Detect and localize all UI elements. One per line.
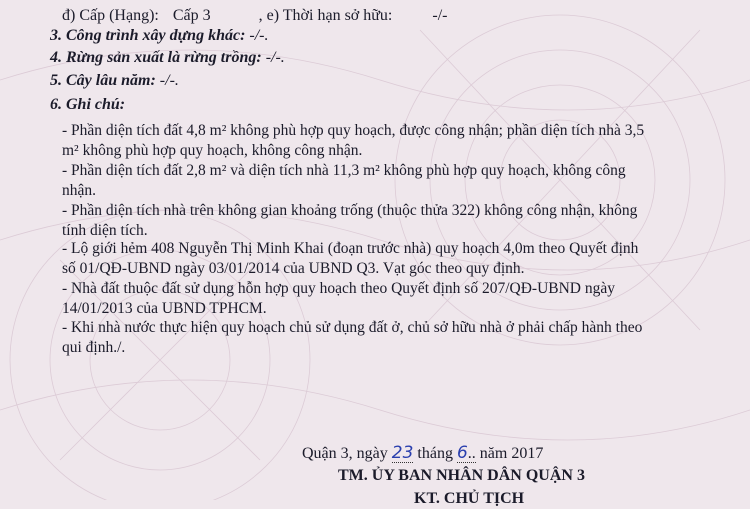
signing-day: 23 [391,443,414,463]
note-line: - Khi nhà nước thực hiện quy hoạch chủ sử dụng đất ở, chủ sở hữu nhà ở phải chấp hành theo [62,319,643,336]
month-label: tháng [417,445,453,462]
rank-line [62,6,447,26]
signing-month: 6 [456,443,468,463]
heading-other-construction: 3. Công trình xây dựng khác: -/-. [50,27,269,44]
note-line: 14/01/2013 của UBND TPHCM. [62,300,267,317]
heading-notes: 6. Ghi chú: [50,96,126,113]
note-line: - Phần diện tích đất 4,8 m² không phù hợp quy hoạch, được công nhận; phần diện tích nhà 3,5 [62,122,645,139]
heading-perennial-trees: 5. Cây lâu năm: -/-. [50,72,179,89]
note-line: - Nhà đất thuộc đất sử dụng hỗn hợp quy hoạch theo Quyết định số 207/QĐ-UBND ngày [62,280,615,297]
year-label: năm [479,445,508,462]
note-line: số 01/QĐ-UBND ngày 03/01/2014 của UBND Q3. Vạt góc theo quy định. [62,260,525,277]
signing-year: 2017 [511,445,544,462]
note-line: - Phần diện tích nhà trên không gian khoảng trống (thuộc thửa 322) không công nhận, không [62,202,638,219]
note-line: - Lộ giới hẻm 408 Nguyễn Thị Minh Khai (đoạn trước nhà) quy hoạch 4,0m theo Quyết định [62,240,639,257]
position-title: KT. CHỦ TỊCH [414,490,525,507]
note-line: m² không phù hợp quy hoạch, không công nhận. [62,142,363,159]
rank-label: đ) Cấp (Hạng): [62,7,159,24]
note-line: tính diện tích. [62,222,148,239]
note-line: qui định./. [62,339,126,356]
signing-place: Quận 3, ngày [302,445,388,462]
rank-value: Cấp 3 [172,7,211,24]
note-line: nhận. [62,182,97,199]
note-line: - Phần diện tích đất 2,8 m² và diện tích nhà 11,3 m² không phù hợp quy hoạch, không công [62,162,626,179]
signing-date: Quận 3, ngày 23 tháng 6.. năm 2017 [302,443,544,463]
authority-title: TM. ỦY BAN NHÂN DÂN QUẬN 3 [338,467,585,484]
ownership-term-label: , e) Thời hạn sở hữu: [258,7,393,24]
heading-production-forest: 4. Rừng sản xuất là rừng trồng: -/-. [50,49,285,66]
ownership-term-value: -/- [432,7,448,24]
